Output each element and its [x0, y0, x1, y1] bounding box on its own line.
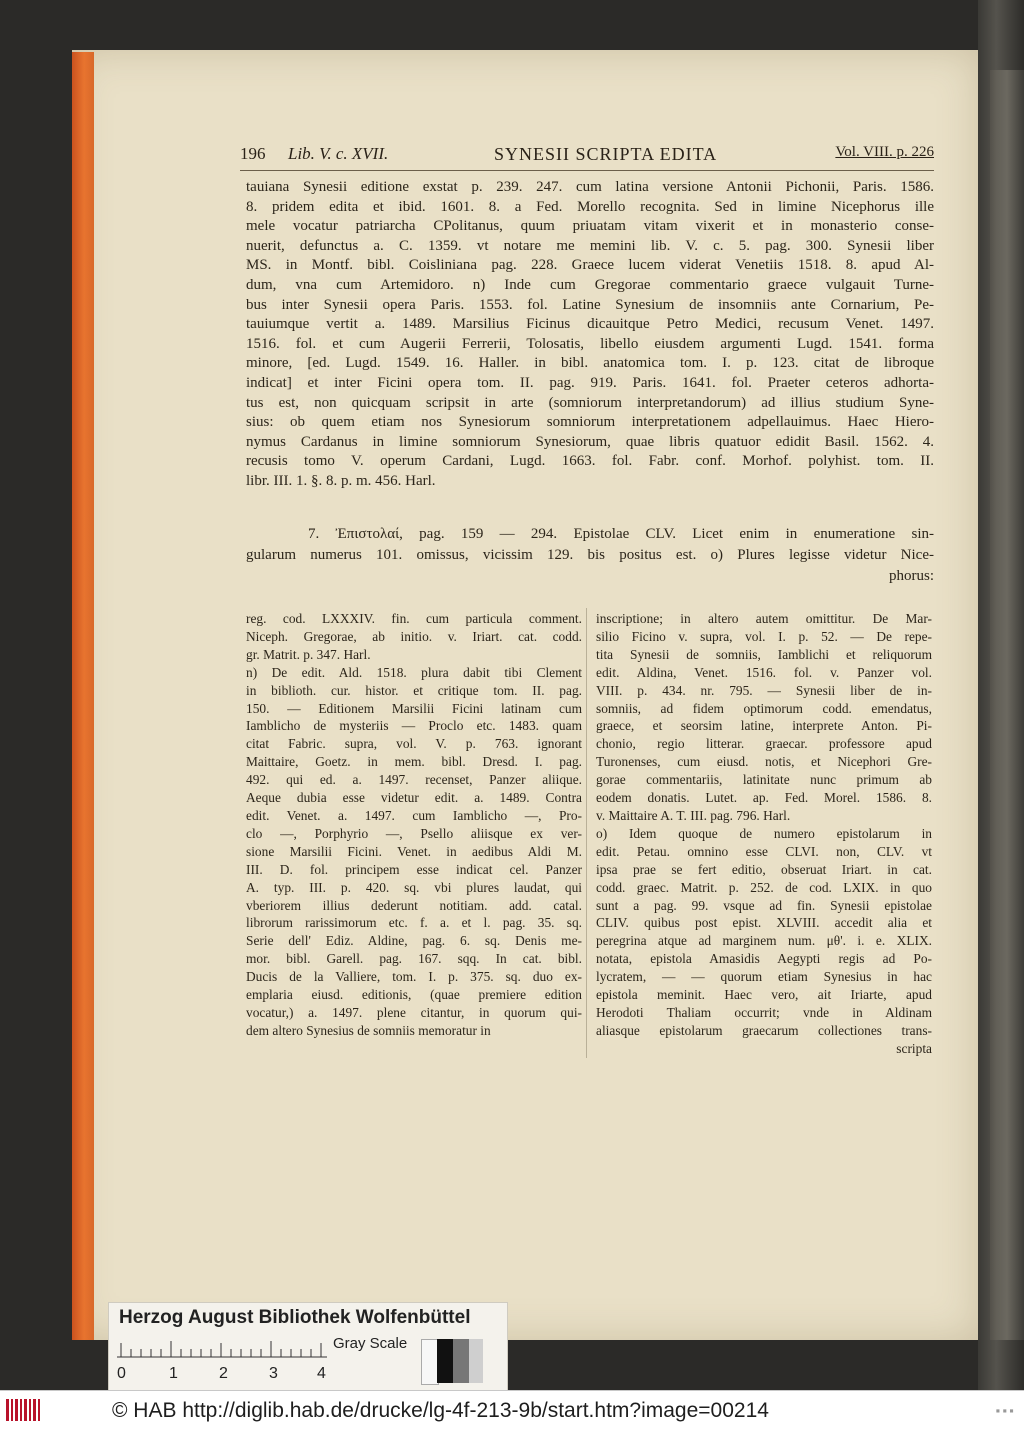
text-line: nymus Cardanus in limine somniorum Synesiorum, quae libris quatuor edidit Basil. 1562. 4. [246, 433, 934, 450]
page-red-edge [72, 52, 94, 1340]
ruler-number-3: 3 [269, 1365, 278, 1382]
facing-page-shadow [990, 70, 1024, 1340]
running-header [240, 142, 934, 171]
footnote-line: gr. Matrit. p. 347. Harl. [246, 646, 371, 662]
footnote-line: chonio, regio litterar. graecar. professore apud [596, 736, 932, 752]
footnote-line: 492. qui ed. a. 1497. recenset, Panzer aliique. [246, 772, 582, 788]
footnote-line: VIII. p. 434. nr. 795. — Synesii liber de in- [596, 682, 932, 698]
footnote-line: inscriptione; in altero autem omittitur. De Mar- [596, 611, 932, 626]
footnote-line: lycratem, — — quorum etiam Synesius in hac [596, 969, 932, 985]
footnote-line: n) De edit. Ald. 1518. plura dabit tibi Clement [246, 664, 582, 680]
footnote-line: aliasque epistolarum graecarum collectiones trans- [596, 1022, 932, 1038]
footnote-line: reg. cod. LXXXIV. fin. cum particula comment. [246, 611, 582, 626]
footnote-line: 150. — Editionem Marsilii Ficini latinam cum [246, 700, 582, 716]
ruler-number-4: 4 [317, 1365, 326, 1382]
footnote-line: Ducis de la Valliere, tom. I. p. 375. sq. duo ex- [246, 969, 582, 985]
gray-patch-light [469, 1339, 483, 1383]
footnote-line: Maittaire, Goetz. in mem. bibl. Dresd. I. pag. [246, 754, 582, 770]
footnote-line: Serie dell' Ediz. Aldine, pag. 6. sq. Denis me- [246, 933, 582, 949]
footnote-line: citat Fabric. supra, vol. V. p. 763. ignorant [246, 736, 582, 752]
footnote-line: edit. Venet. a. 1497. cum Iamblicho —, Pro- [246, 807, 582, 823]
volume-reference: Vol. VIII. p. 226 [835, 144, 934, 160]
footnote-line: edit. Petau. omnino esse CLVI. non, CLV. vt [596, 843, 932, 859]
text-line: 1516. fol. et cum Augerii Ferrerii, Tolosatis, libello eiusdem argumenti Lugd. 1541. forma [246, 335, 934, 352]
footnotes-left-column [246, 610, 582, 1040]
text-line: dum, vna cum Artemidoro. n) Inde cum Gregorae commentario graece vulgauit Turne- [246, 276, 934, 293]
text-line: tauiumque vertit a. 1489. Marsilius Ficinus dicauitque Petro Medici, recusum Venet. 1497. [246, 316, 934, 333]
text-line: phorus: [889, 568, 934, 584]
ruler-number-0: 0 [117, 1365, 126, 1382]
text-line: 8. pridem edita et ibid. 1601. 8. a Fed. Morello recognita. Sed in limine Nicephorus ille [246, 198, 934, 215]
book-reference: Lib. V. c. XVII. [288, 144, 389, 163]
text-line: sius: ob quem etiam nos Synesiorum somniorum interpretationem adpellauimus. Haec Hiero- [246, 414, 934, 431]
main-text-block [246, 178, 934, 492]
footnote-line: sione Marsilii Ficini. Venet. in aedibus Aldi M. [246, 843, 582, 859]
footnote-line: graece, et seorsim latine, interprete Anton. Pi- [596, 718, 932, 734]
text-line: indicat] et inter Ficini opera tom. II. pag. 919. Paris. 1641. fol. Praeter ceteros adhorta- [246, 374, 934, 391]
footnote-line: silio Ficino v. supra, vol. I. p. 52. — De repe- [596, 628, 932, 644]
footnote-line: peregrina atque ad marginem num. μθ'. i. e. XLIX. [596, 933, 932, 949]
footnote-line: Herodoti Thaliam occurrit; vnde in Aldinam [596, 1004, 932, 1020]
footnote-line: clo —, Porphyrio —, Psello aliisque ex ver- [246, 825, 582, 841]
footer-dots: ▪▪▪ [995, 1406, 1016, 1415]
calibration-card-drawn-final [108, 1302, 508, 1392]
gray-scale-label: Gray Scale [333, 1335, 408, 1352]
footnote-line: emplaria eiusd. editionis, (quae premiere edition [246, 987, 582, 1003]
running-title: SYNESII SCRIPTA EDITA [494, 144, 718, 164]
text-line: MS. in Montf. bibl. Coisliniana pag. 228. Graece lucem viderat Venetiis 1518. 8. apud Al- [246, 257, 934, 274]
card-title: Herzog August Bibliothek Wolfenbüttel [119, 1307, 471, 1328]
footnote-line: Aeque dubia esse videtur edit. a. 1489. Contra [246, 790, 582, 806]
footnote-line: librorum rarissimorum etc. f. a. et l. pag. 35. sq. [246, 915, 582, 931]
footnote-line: edit. Aldina, Venet. 1516. fol. v. Panzer vol. [596, 664, 932, 680]
copyright-url[interactable]: © HAB http://diglib.hab.de/drucke/lg-4f-213-9b/start.htm?image=00214 [112, 1399, 769, 1422]
text-line: recusis tomo V. operum Cardani, Lugd. 1663. fol. Fabr. conf. Morhof. polyhist. tom. II. [246, 453, 934, 470]
footnote-line: vberiorem illius dederunt notitiam. add. catal. [246, 897, 582, 913]
footnote-line: epistola meminit. Haec vero, ait Iriarte, apud [596, 987, 932, 1003]
footnote-line: gorae commentariis, latinitate nunc primum ab [596, 772, 932, 788]
column-divider [586, 608, 587, 1058]
footnotes-right-column [596, 610, 932, 1058]
footnote-line: notata, epistola Amasidis Aegypti regis ad Po- [596, 951, 932, 967]
footnote-line: mor. bibl. Garell. pag. 167. sqq. In cat. bibl. [246, 951, 582, 967]
footnote-line: dem altero Synesius de somniis memoratur in [246, 1022, 491, 1038]
text-line: mele vocatur patriarcha CPolitanus, quum priuatam vitam vixerit et in monasterio conse- [246, 218, 934, 235]
ruler-graphic [117, 1337, 337, 1359]
footnote-line: Iamblicho de mysteriis — Proclo etc. 1483. quam [246, 718, 582, 734]
footnote-line: codd. graec. Matrit. p. 252. de cod. LXIX. in quo [596, 879, 932, 895]
text-line: tauiana Synesii editione exstat p. 239. 247. cum latina versione Antonii Pichonii, Paris. 1586. [246, 179, 934, 195]
text-line: bus inter Synesii opera Paris. 1553. fol. Latine Synesium de insomniis ante Cornarium, Pe- [246, 296, 934, 313]
text-line: nuerit, defunctus a. C. 1359. vt notare me memini lib. V. c. 5. pag. 300. Synesii liber [246, 237, 934, 254]
footnote-line: Niceph. Gregorae, ab initio. v. Iriart. cat. codd. [246, 628, 582, 644]
text-line: gularum numerus 101. omissus, vicissim 129. bis positus est. o) Plures legisse videtur Nice- [246, 547, 934, 563]
ruler-number-1: 1 [169, 1365, 178, 1382]
footnote-line: in biblioth. cur. histor. et critique tom. II. pag. [246, 682, 582, 698]
text-line: tus est, non quicquam scripsit in arte (somniorum interpretandorum) ad illius studium Syne- [246, 394, 934, 411]
gray-patch-black [437, 1339, 453, 1383]
footnote-line: Turonenses, cum eiusd. notis, et Nicephori Gre- [596, 754, 932, 770]
text-line: minore, [ed. Lugd. 1549. 16. Haller. in bibl. anatomica tom. I. p. 123. citat de libroque [246, 355, 934, 372]
gray-patch-mid [453, 1339, 469, 1383]
footnote-line: CLIV. quibus post epist. XLVIII. accedit alia et [596, 915, 932, 931]
footnote-line: tita Synesii de somniis, Iamblichi et reliquorum [596, 646, 932, 662]
paragraph-7 [246, 524, 934, 587]
footnote-line: vocatur,) a. 1497. plene citantur, in quorum qui- [246, 1004, 582, 1020]
footnote-line: ipsa prae se fert editio, obseruat Iriart. in cat. [596, 861, 932, 877]
footnote-line: somniis, ad fidem optimorum codd. emendatus, [596, 700, 932, 716]
text-line: 7. Ἐπιστολαί, pag. 159 — 294. Epistolae CLV. Licet enim in enumeratione sin- [308, 526, 934, 542]
footnote-line: A. typ. III. p. 420. sq. vbi plures laudat, qui [246, 879, 582, 895]
hab-barcode-logo-icon [4, 1396, 44, 1424]
footnote-line: III. D. fol. principem esse indicat cel. Panzer [246, 861, 582, 877]
footnote-line: o) Idem quoque de numero epistolarum in [596, 825, 932, 841]
text-line: libr. III. 1. §. 8. p. m. 456. Harl. [246, 472, 436, 489]
footnote-line: eodem donatis. Lutet. ap. Fed. Morel. 1586. 8. [596, 790, 932, 806]
footnote-line: sunt a pag. 99. vsque ad fin. Synesii epistolae [596, 897, 932, 913]
footnote-line: scripta [896, 1040, 932, 1056]
footer-bar [0, 1390, 1024, 1429]
footnote-line: v. Maittaire A. T. III. pag. 796. Harl. [596, 807, 791, 823]
ruler-number-2: 2 [219, 1365, 228, 1382]
page-number: 196 [240, 144, 266, 163]
